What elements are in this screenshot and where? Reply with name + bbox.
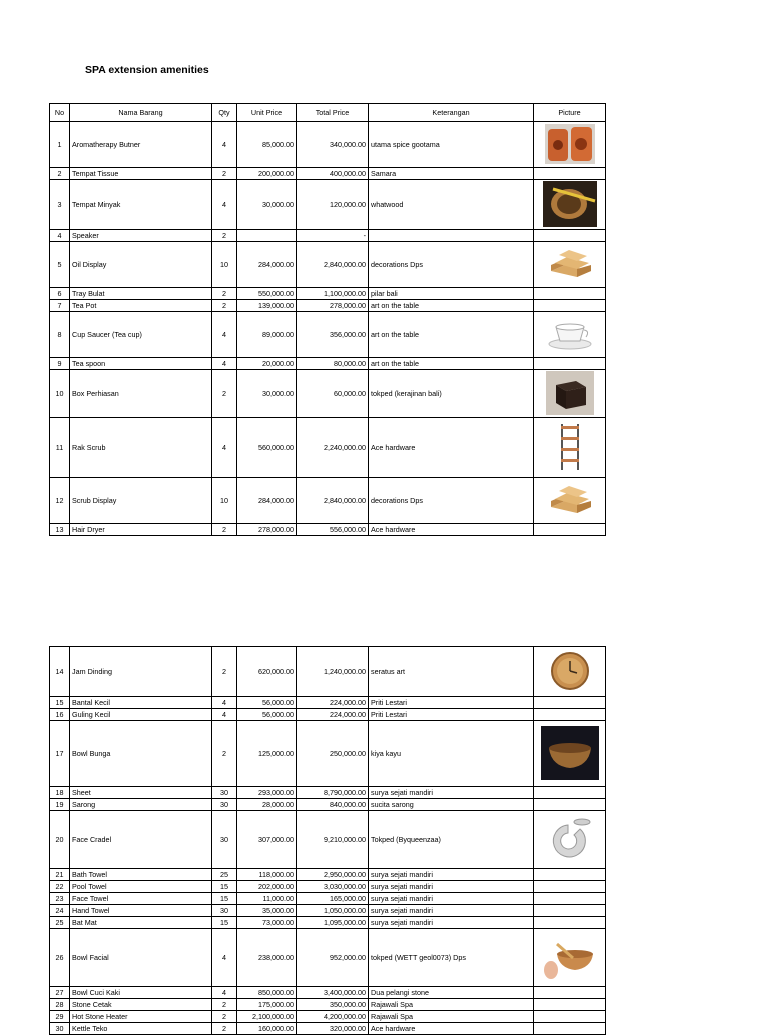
row-number-cell: 1 xyxy=(50,122,70,168)
wood-step-display-thumbnail xyxy=(536,483,603,519)
row-number-cell: 16 xyxy=(50,709,70,721)
keterangan-cell: Ace hardware xyxy=(369,418,534,478)
quantity-cell: 10 xyxy=(212,242,237,288)
unit-price-cell: 30,000.00 xyxy=(237,370,297,418)
unit-price-cell: 56,000.00 xyxy=(237,709,297,721)
item-name-cell: Hot Stone Heater xyxy=(70,1011,212,1023)
total-price-cell: 1,095,000.00 xyxy=(297,917,369,929)
unit-price-cell: 20,000.00 xyxy=(237,358,297,370)
facial-bowl-thumbnail xyxy=(536,934,603,982)
item-name-cell: Stone Cetak xyxy=(70,999,212,1011)
item-name-cell: Oil Display xyxy=(70,242,212,288)
unit-price-cell: 28,000.00 xyxy=(237,799,297,811)
keterangan-cell: tokped (WETT geol0073) Dps xyxy=(369,929,534,987)
table-row xyxy=(50,300,606,312)
amenities-table-2 xyxy=(49,646,606,1035)
quantity-cell: 2 xyxy=(212,370,237,418)
page-title: SPA extension amenities xyxy=(85,64,209,76)
picture-cell xyxy=(534,180,606,230)
item-name-cell: Tea Pot xyxy=(70,300,212,312)
quantity-cell: 30 xyxy=(212,811,237,869)
keterangan-cell: tokped (kerajinan bali) xyxy=(369,370,534,418)
row-number-cell: 7 xyxy=(50,300,70,312)
header-picture: Picture xyxy=(534,104,606,122)
table-header-row xyxy=(50,104,606,122)
picture-cell xyxy=(534,811,606,869)
unit-price-cell: 238,000.00 xyxy=(237,929,297,987)
quantity-cell: 2 xyxy=(212,288,237,300)
total-price-cell: 8,790,000.00 xyxy=(297,787,369,799)
table-row xyxy=(50,370,606,418)
total-price-cell: 1,100,000.00 xyxy=(297,288,369,300)
total-price-cell: 556,000.00 xyxy=(297,524,369,536)
total-price-cell: 224,000.00 xyxy=(297,697,369,709)
row-number-cell: 26 xyxy=(50,929,70,987)
total-price-cell: 1,240,000.00 xyxy=(297,647,369,697)
unit-price-cell: 125,000.00 xyxy=(237,721,297,787)
keterangan-cell: pilar bali xyxy=(369,288,534,300)
table-row xyxy=(50,122,606,168)
keterangan-cell: Dua pelangi stone xyxy=(369,987,534,999)
keterangan-cell: surya sejati mandiri xyxy=(369,881,534,893)
quantity-cell: 15 xyxy=(212,881,237,893)
row-number-cell: 30 xyxy=(50,1023,70,1035)
table-row xyxy=(50,312,606,358)
quantity-cell: 2 xyxy=(212,300,237,312)
keterangan-cell: surya sejati mandiri xyxy=(369,787,534,799)
unit-price-cell xyxy=(237,230,297,242)
unit-price-cell: 200,000.00 xyxy=(237,168,297,180)
row-number-cell: 17 xyxy=(50,721,70,787)
keterangan-cell xyxy=(369,230,534,242)
keterangan-cell: decorations Dps xyxy=(369,242,534,288)
keterangan-cell: Priti Lestari xyxy=(369,697,534,709)
keterangan-cell: Rajawali Spa xyxy=(369,999,534,1011)
item-name-cell: Bowl Bunga xyxy=(70,721,212,787)
picture-cell xyxy=(534,893,606,905)
row-number-cell: 11 xyxy=(50,418,70,478)
picture-cell xyxy=(534,709,606,721)
picture-cell xyxy=(534,1011,606,1023)
item-name-cell: Speaker xyxy=(70,230,212,242)
quantity-cell: 15 xyxy=(212,893,237,905)
unit-price-cell: 284,000.00 xyxy=(237,478,297,524)
item-name-cell: Face Cradel xyxy=(70,811,212,869)
picture-cell xyxy=(534,999,606,1011)
table-row xyxy=(50,647,606,697)
picture-cell xyxy=(534,230,606,242)
row-number-cell: 6 xyxy=(50,288,70,300)
item-name-cell: Bowl Cuci Kaki xyxy=(70,987,212,999)
header-no: No xyxy=(50,104,70,122)
total-price-cell: 2,240,000.00 xyxy=(297,418,369,478)
item-name-cell: Sarong xyxy=(70,799,212,811)
table-row xyxy=(50,709,606,721)
picture-cell xyxy=(534,288,606,300)
burner-thumbnail xyxy=(536,124,603,166)
unit-price-cell: 85,000.00 xyxy=(237,122,297,168)
table-row xyxy=(50,697,606,709)
picture-cell xyxy=(534,905,606,917)
row-number-cell: 25 xyxy=(50,917,70,929)
item-name-cell: Rak Scrub xyxy=(70,418,212,478)
picture-cell xyxy=(534,418,606,478)
picture-cell xyxy=(534,697,606,709)
unit-price-cell: 620,000.00 xyxy=(237,647,297,697)
picture-cell xyxy=(534,1023,606,1035)
unit-price-cell: 11,000.00 xyxy=(237,893,297,905)
total-price-cell: 320,000.00 xyxy=(297,1023,369,1035)
item-name-cell: Aromatherapy Butner xyxy=(70,122,212,168)
quantity-cell: 30 xyxy=(212,905,237,917)
keterangan-cell: surya sejati mandiri xyxy=(369,905,534,917)
quantity-cell: 2 xyxy=(212,999,237,1011)
table-row xyxy=(50,869,606,881)
unit-price-cell: 56,000.00 xyxy=(237,697,297,709)
item-name-cell: Bowl Facial xyxy=(70,929,212,987)
unit-price-cell: 202,000.00 xyxy=(237,881,297,893)
row-number-cell: 4 xyxy=(50,230,70,242)
total-price-cell: 60,000.00 xyxy=(297,370,369,418)
teacup-thumbnail xyxy=(536,317,603,353)
table-row xyxy=(50,811,606,869)
table-row xyxy=(50,242,606,288)
header-qty: Qty xyxy=(212,104,237,122)
table-row xyxy=(50,524,606,536)
unit-price-cell: 118,000.00 xyxy=(237,869,297,881)
item-name-cell: Bath Towel xyxy=(70,869,212,881)
keterangan-cell: surya sejati mandiri xyxy=(369,893,534,905)
total-price-cell: 2,950,000.00 xyxy=(297,869,369,881)
row-number-cell: 18 xyxy=(50,787,70,799)
header-unit-price: Unit Price xyxy=(237,104,297,122)
item-name-cell: Tray Bulat xyxy=(70,288,212,300)
keterangan-cell: Tokped (Byqueenzaa) xyxy=(369,811,534,869)
table-row xyxy=(50,358,606,370)
table-row xyxy=(50,721,606,787)
table-row xyxy=(50,288,606,300)
row-number-cell: 27 xyxy=(50,987,70,999)
picture-cell xyxy=(534,122,606,168)
keterangan-cell: sucita sarong xyxy=(369,799,534,811)
picture-cell xyxy=(534,881,606,893)
quantity-cell: 2 xyxy=(212,230,237,242)
unit-price-cell: 139,000.00 xyxy=(237,300,297,312)
unit-price-cell: 2,100,000.00 xyxy=(237,1011,297,1023)
unit-price-cell: 30,000.00 xyxy=(237,180,297,230)
total-price-cell: 350,000.00 xyxy=(297,999,369,1011)
item-name-cell: Tempat Minyak xyxy=(70,180,212,230)
unit-price-cell: 35,000.00 xyxy=(237,905,297,917)
amenities-table-1 xyxy=(49,103,606,536)
row-number-cell: 9 xyxy=(50,358,70,370)
row-number-cell: 2 xyxy=(50,168,70,180)
row-number-cell: 13 xyxy=(50,524,70,536)
table-row xyxy=(50,893,606,905)
quantity-cell: 2 xyxy=(212,1023,237,1035)
table-row xyxy=(50,929,606,987)
item-name-cell: Hair Dryer xyxy=(70,524,212,536)
table-row xyxy=(50,799,606,811)
header-nama-barang: Nama Barang xyxy=(70,104,212,122)
quantity-cell: 4 xyxy=(212,180,237,230)
quantity-cell: 15 xyxy=(212,917,237,929)
picture-cell xyxy=(534,929,606,987)
table-row xyxy=(50,168,606,180)
item-name-cell: Box Perhiasan xyxy=(70,370,212,418)
keterangan-cell: Ace hardware xyxy=(369,524,534,536)
total-price-cell: 3,400,000.00 xyxy=(297,987,369,999)
keterangan-cell: utama spice gootama xyxy=(369,122,534,168)
table-row xyxy=(50,418,606,478)
table-row xyxy=(50,1011,606,1023)
row-number-cell: 20 xyxy=(50,811,70,869)
table-row xyxy=(50,917,606,929)
unit-price-cell: 160,000.00 xyxy=(237,1023,297,1035)
quantity-cell: 4 xyxy=(212,709,237,721)
total-price-cell: 9,210,000.00 xyxy=(297,811,369,869)
item-name-cell: Bantal Kecil xyxy=(70,697,212,709)
quantity-cell: 2 xyxy=(212,168,237,180)
keterangan-cell: Priti Lestari xyxy=(369,709,534,721)
unit-price-cell: 175,000.00 xyxy=(237,999,297,1011)
unit-price-cell: 560,000.00 xyxy=(237,418,297,478)
wood-step-display-thumbnail xyxy=(536,247,603,283)
picture-cell xyxy=(534,168,606,180)
item-name-cell: Cup Saucer (Tea cup) xyxy=(70,312,212,358)
item-name-cell: Kettle Teko xyxy=(70,1023,212,1035)
keterangan-cell: Samara xyxy=(369,168,534,180)
total-price-cell: 840,000.00 xyxy=(297,799,369,811)
row-number-cell: 14 xyxy=(50,647,70,697)
row-number-cell: 24 xyxy=(50,905,70,917)
unit-price-cell: 278,000.00 xyxy=(237,524,297,536)
picture-cell xyxy=(534,787,606,799)
picture-cell xyxy=(534,300,606,312)
total-price-cell: 224,000.00 xyxy=(297,709,369,721)
item-name-cell: Tempat Tissue xyxy=(70,168,212,180)
item-name-cell: Hand Towel xyxy=(70,905,212,917)
jewelry-box-thumbnail xyxy=(536,371,603,417)
picture-cell xyxy=(534,242,606,288)
picture-cell xyxy=(534,869,606,881)
unit-price-cell: 284,000.00 xyxy=(237,242,297,288)
picture-cell xyxy=(534,478,606,524)
picture-cell xyxy=(534,917,606,929)
header-keterangan: Keterangan xyxy=(369,104,534,122)
keterangan-cell: kiya kayu xyxy=(369,721,534,787)
quantity-cell: 4 xyxy=(212,987,237,999)
oil-bowl-thumbnail xyxy=(536,181,603,229)
row-number-cell: 3 xyxy=(50,180,70,230)
keterangan-cell: Rajawali Spa xyxy=(369,1011,534,1023)
item-name-cell: Guling Kecil xyxy=(70,709,212,721)
row-number-cell: 21 xyxy=(50,869,70,881)
header-total-price: Total Price xyxy=(297,104,369,122)
total-price-cell: 4,200,000.00 xyxy=(297,1011,369,1023)
unit-price-cell: 550,000.00 xyxy=(237,288,297,300)
total-price-cell: 2,840,000.00 xyxy=(297,478,369,524)
table-row xyxy=(50,881,606,893)
row-number-cell: 23 xyxy=(50,893,70,905)
total-price-cell: 2,840,000.00 xyxy=(297,242,369,288)
table-row xyxy=(50,1023,606,1035)
table-row xyxy=(50,905,606,917)
item-name-cell: Bat Mat xyxy=(70,917,212,929)
picture-cell xyxy=(534,524,606,536)
row-number-cell: 10 xyxy=(50,370,70,418)
total-price-cell: 278,000.00 xyxy=(297,300,369,312)
total-price-cell: 340,000.00 xyxy=(297,122,369,168)
table-row xyxy=(50,999,606,1011)
row-number-cell: 8 xyxy=(50,312,70,358)
item-name-cell: Tea spoon xyxy=(70,358,212,370)
unit-price-cell: 89,000.00 xyxy=(237,312,297,358)
total-price-cell: 250,000.00 xyxy=(297,721,369,787)
table-row xyxy=(50,180,606,230)
quantity-cell: 4 xyxy=(212,418,237,478)
picture-cell xyxy=(534,358,606,370)
quantity-cell: 4 xyxy=(212,929,237,987)
picture-cell xyxy=(534,647,606,697)
row-number-cell: 12 xyxy=(50,478,70,524)
total-price-cell: 3,030,000.00 xyxy=(297,881,369,893)
picture-cell xyxy=(534,370,606,418)
total-price-cell: 400,000.00 xyxy=(297,168,369,180)
quantity-cell: 4 xyxy=(212,312,237,358)
total-price-cell: 356,000.00 xyxy=(297,312,369,358)
keterangan-cell: whatwood xyxy=(369,180,534,230)
item-name-cell: Scrub Display xyxy=(70,478,212,524)
keterangan-cell: Ace hardware xyxy=(369,1023,534,1035)
item-name-cell: Sheet xyxy=(70,787,212,799)
total-price-cell: - xyxy=(297,230,369,242)
keterangan-cell: surya sejati mandiri xyxy=(369,869,534,881)
wall-clock-thumbnail xyxy=(536,651,603,693)
item-name-cell: Pool Towel xyxy=(70,881,212,893)
unit-price-cell: 850,000.00 xyxy=(237,987,297,999)
unit-price-cell: 293,000.00 xyxy=(237,787,297,799)
quantity-cell: 4 xyxy=(212,122,237,168)
table-row xyxy=(50,987,606,999)
item-name-cell: Jam Dinding xyxy=(70,647,212,697)
total-price-cell: 165,000.00 xyxy=(297,893,369,905)
table-row xyxy=(50,478,606,524)
total-price-cell: 80,000.00 xyxy=(297,358,369,370)
row-number-cell: 22 xyxy=(50,881,70,893)
keterangan-cell: art on the table xyxy=(369,300,534,312)
row-number-cell: 19 xyxy=(50,799,70,811)
quantity-cell: 2 xyxy=(212,1011,237,1023)
shelf-rack-thumbnail xyxy=(536,422,603,474)
quantity-cell: 2 xyxy=(212,647,237,697)
face-cradle-thumbnail xyxy=(536,817,603,863)
total-price-cell: 952,000.00 xyxy=(297,929,369,987)
item-name-cell: Face Towel xyxy=(70,893,212,905)
table-row xyxy=(50,787,606,799)
keterangan-cell: seratus art xyxy=(369,647,534,697)
table-row xyxy=(50,230,606,242)
picture-cell xyxy=(534,987,606,999)
quantity-cell: 10 xyxy=(212,478,237,524)
row-number-cell: 5 xyxy=(50,242,70,288)
unit-price-cell: 307,000.00 xyxy=(237,811,297,869)
keterangan-cell: surya sejati mandiri xyxy=(369,917,534,929)
row-number-cell: 15 xyxy=(50,697,70,709)
keterangan-cell: decorations Dps xyxy=(369,478,534,524)
wooden-bowl-thumbnail xyxy=(536,726,603,782)
quantity-cell: 30 xyxy=(212,787,237,799)
total-price-cell: 120,000.00 xyxy=(297,180,369,230)
row-number-cell: 29 xyxy=(50,1011,70,1023)
keterangan-cell: art on the table xyxy=(369,312,534,358)
picture-cell xyxy=(534,312,606,358)
quantity-cell: 4 xyxy=(212,697,237,709)
quantity-cell: 25 xyxy=(212,869,237,881)
unit-price-cell: 73,000.00 xyxy=(237,917,297,929)
total-price-cell: 1,050,000.00 xyxy=(297,905,369,917)
quantity-cell: 4 xyxy=(212,358,237,370)
picture-cell xyxy=(534,721,606,787)
row-number-cell: 28 xyxy=(50,999,70,1011)
picture-cell xyxy=(534,799,606,811)
keterangan-cell: art on the table xyxy=(369,358,534,370)
quantity-cell: 2 xyxy=(212,524,237,536)
quantity-cell: 30 xyxy=(212,799,237,811)
quantity-cell: 2 xyxy=(212,721,237,787)
